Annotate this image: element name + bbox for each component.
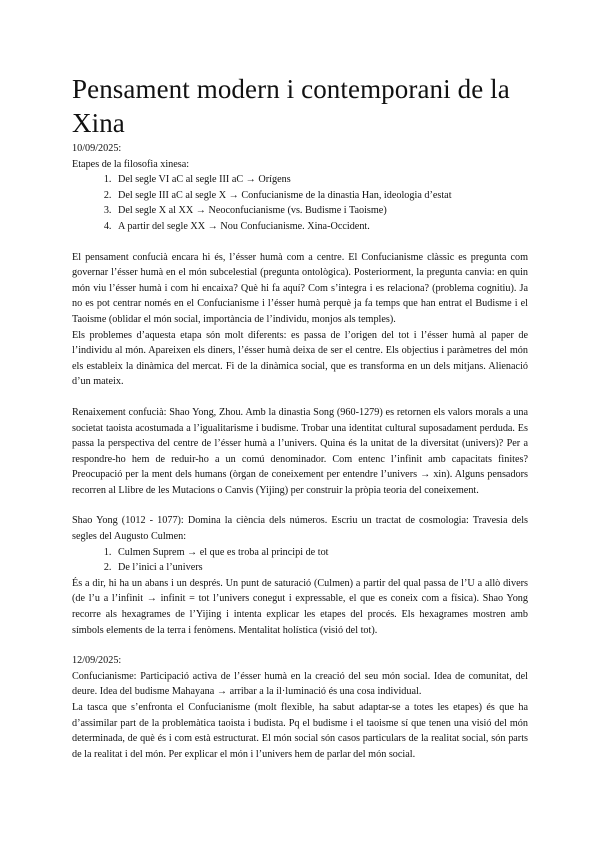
list-item: 2. Del segle III aC al segle X → Confucianisme de la dinastia Han, ideologia d’estat — [114, 188, 528, 204]
list-item: 4. A partir del segle XX → Nou Confucianisme. Xina-Occident. — [114, 219, 528, 235]
spacer — [72, 638, 528, 653]
paragraph: Renaixement confucià: Shao Yong, Zhou. Amb la dinastia Song (960-1279) es retornen els valors morals a una societat taoista acostumada a l’igualitarisme i budisme. Trobar una identitat cultural suposadament perduda. Es passa la perspectiva del centre de l’ésser humà a l’univers. Quina és la unitat de la diversitat (univers)? Per a respondre-ho hem de reduir-ho a un comú denominador. Com entenc l’infinit amb capacitats finites? Preocupació per la ment dels humans (òrgan de coneixement per entendre l’univers → xin). Alguns pensadors recorren al Llibre de les Mutacions o Canvis (Yijing) per construir la pròpia teoria del coneixement. — [72, 406, 528, 496]
section-date-1: 10/09/2025: — [72, 143, 122, 154]
list-item: 1. Del segle VI aC al segle III aC → Orígens — [114, 172, 528, 188]
paragraph: És a dir, hi ha un abans i un després. Un punt de saturació (Culmen) a partir del qual passa de l’U a allò divers (de l’u a l’infinit → infinit = tot l’univers conegut i expressable, el que es coneix com a física). Shao Yong recorre als hexagrames de l’Yijing i intenta explicar les etapes del procés. Els hexagrames mostren amb símbols elements de la terra i fenòmens. Mentalitat holística (visió del tot). — [72, 577, 528, 636]
list-item: 2. De l’inici a l’univers — [114, 560, 528, 576]
paragraph: Confucianisme: Participació activa de l’ésser humà en la creació del seu món social. Idea de comunitat, del deure. Idea del budisme Mahayana → arribar a la il·luminació és una cosa individual. — [72, 670, 528, 698]
paragraph: Els problemes d’aquesta etapa són molt diferents: es passa de l’origen del tot i l’ésser humà al paper de l’individu al món. Apareixen els diners, l’ésser humà deixa de ser el centre. Els objectius i paràmetres del món els estableix la dinàmica del mercat. Fi de la dinàmica social, que es transforma en un dels mitjans. Alienació d’un mateix. — [72, 329, 528, 388]
shao-yong-list — [72, 545, 528, 576]
stages-list — [72, 172, 528, 234]
spacer — [72, 390, 528, 405]
paragraph: La tasca que s’enfronta el Confucianisme (molt flexible, ha sabut adaptar-se a totes les etapes) és que ha d’assimilar part de la problemàtica taoista i budista. Pq el budisme i el taoisme sí que tenen una visió del món determinada, de què és i com està estructurat. El món social són casos particulars de la realitat social, són parts de la realitat i del món. Per explicar el món i l’univers hem de parlar del món social. — [72, 702, 528, 760]
paragraph: El pensament confucià encara hi és, l’ésser humà com a centre. El Confucianisme clàssic es pregunta com governar l’ésser humà en el món subcelestial (pregunta ontològica). Posteriorment, la pregunta canvia: en quin món viu l’ésser humà i com hi encaixa? Què hi fa aquí? Com s’integra i es relaciona? (problema cognitiu). Ja no es pot centrar només en el Confucianisme i l’ésser humà perquè ja fa temps que han entrat el Budisme i el Taoisme (oblidar el món social, importància de l’individu, monjos als temples). — [72, 251, 528, 325]
section-date-2: 12/09/2025: — [72, 655, 122, 667]
paragraph: Shao Yong (1012 - 1077): Domina la ciència dels números. Escriu un tractat de cosmologia: Travesia dels segles del Augusto Culmen: — [72, 515, 528, 543]
stages-intro: Etapes de la filosofia xinesa: — [72, 158, 190, 170]
list-item: 3. Del segle X al XX → Neoconfucianisme (vs. Budisme i Taoisme) — [114, 203, 528, 219]
spacer — [72, 498, 528, 513]
spacer — [72, 235, 528, 250]
document-title: Pensament modern i contemporani de la Xina — [72, 74, 510, 138]
list-item: 1. Culmen Suprem → el que es troba al principi de tot — [114, 545, 528, 561]
